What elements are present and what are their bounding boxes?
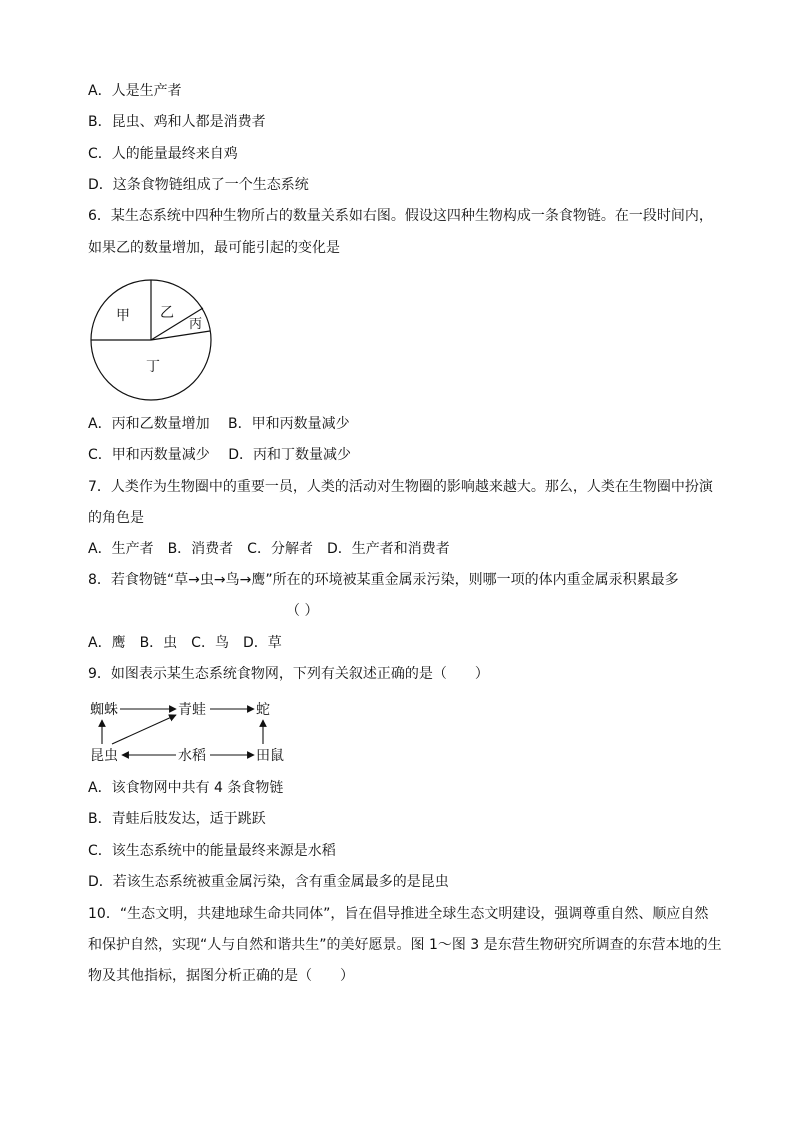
q10-stem-line3: 物及其他指标，据图分析正确的是（ ） <box>88 968 354 984</box>
pie-label-yi: 乙 <box>160 305 174 321</box>
q9-option-c: C．该生态系统中的能量最终来源是水稻 <box>88 843 336 859</box>
q7-stem-line2: 的角色是 <box>88 510 144 526</box>
web-node-rice: 水稻 <box>178 748 206 764</box>
web-node-insect: 昆虫 <box>90 748 118 764</box>
q7-options: A．生产者 B．消费者 C．分解者 D．生产者和消费者 <box>88 541 450 557</box>
q5-option-b: B．昆虫、鸡和人都是消费者 <box>88 114 266 130</box>
pie-label-jia: 甲 <box>116 308 130 324</box>
q6-options-line1: A．丙和乙数量增加 B．甲和丙数量减少 <box>88 416 350 432</box>
q7-stem-line1: 7．人类作为生物圈中的重要一员，人类的活动对生物圈的影响越来越大。那么，人类在生物圈中扮演 <box>88 479 713 495</box>
q6-options-line2: C．甲和丙数量减少 D．丙和丁数量减少 <box>88 447 352 463</box>
web-node-spider: 蜘蛛 <box>90 702 118 718</box>
q9-option-a: A．该食物网中共有 4 条食物链 <box>88 780 284 796</box>
q9-option-d: D．若该生态系统被重金属污染，含有重金属最多的是昆虫 <box>88 874 449 890</box>
q8-options: A．鹰 B．虫 C．鸟 D．草 <box>88 635 282 651</box>
q5-option-c: C．人的能量最终来自鸡 <box>88 146 238 162</box>
pie-divider-bing-ding <box>151 331 210 340</box>
q6-stem-line1: 6．某生态系统中四种生物所占的数量关系如右图。假设这四种生物构成一条食物链。在一段时间内， <box>88 208 713 224</box>
q10-stem-line2: 和保护自然，实现“人与自然和谐共生”的美好愿景。图 1～图 3 是东营生物研究所调查的东营本地的生 <box>88 937 722 953</box>
web-node-mouse: 田鼠 <box>256 748 284 764</box>
q5-option-a: A．人是生产者 <box>88 83 182 99</box>
q9-food-web-diagram <box>86 694 306 766</box>
q8-stem: 8．若食物链“草→虫→鸟→鹰”所在的环境被某重金属汞污染，则哪一项的体内重金属汞积累最多 <box>88 572 679 588</box>
pie-label-ding: 丁 <box>146 359 160 375</box>
q8-answer-paren: （ ） <box>286 603 319 619</box>
q9-option-b: B．青蛙后肢发达，适于跳跃 <box>88 811 266 827</box>
q10-stem-line1: 10．“生态文明，共建地球生命共同体”，旨在倡导推进全球生态文明建设，强调尊重自然、顺应自然 <box>88 906 709 922</box>
arrow-insect-frog <box>112 715 176 744</box>
q9-stem: 9．如图表示某生态系统食物网，下列有关叙述正确的是（ ） <box>88 666 489 682</box>
web-node-frog: 青蛙 <box>178 702 206 718</box>
q5-option-d: D．这条食物链组成了一个生态系统 <box>88 177 309 193</box>
q6-pie-diagram <box>86 274 216 402</box>
pie-label-bing: 丙 <box>189 317 203 332</box>
q6-stem-line2: 如果乙的数量增加，最可能引起的变化是 <box>88 240 340 256</box>
web-node-snake: 蛇 <box>256 702 270 718</box>
